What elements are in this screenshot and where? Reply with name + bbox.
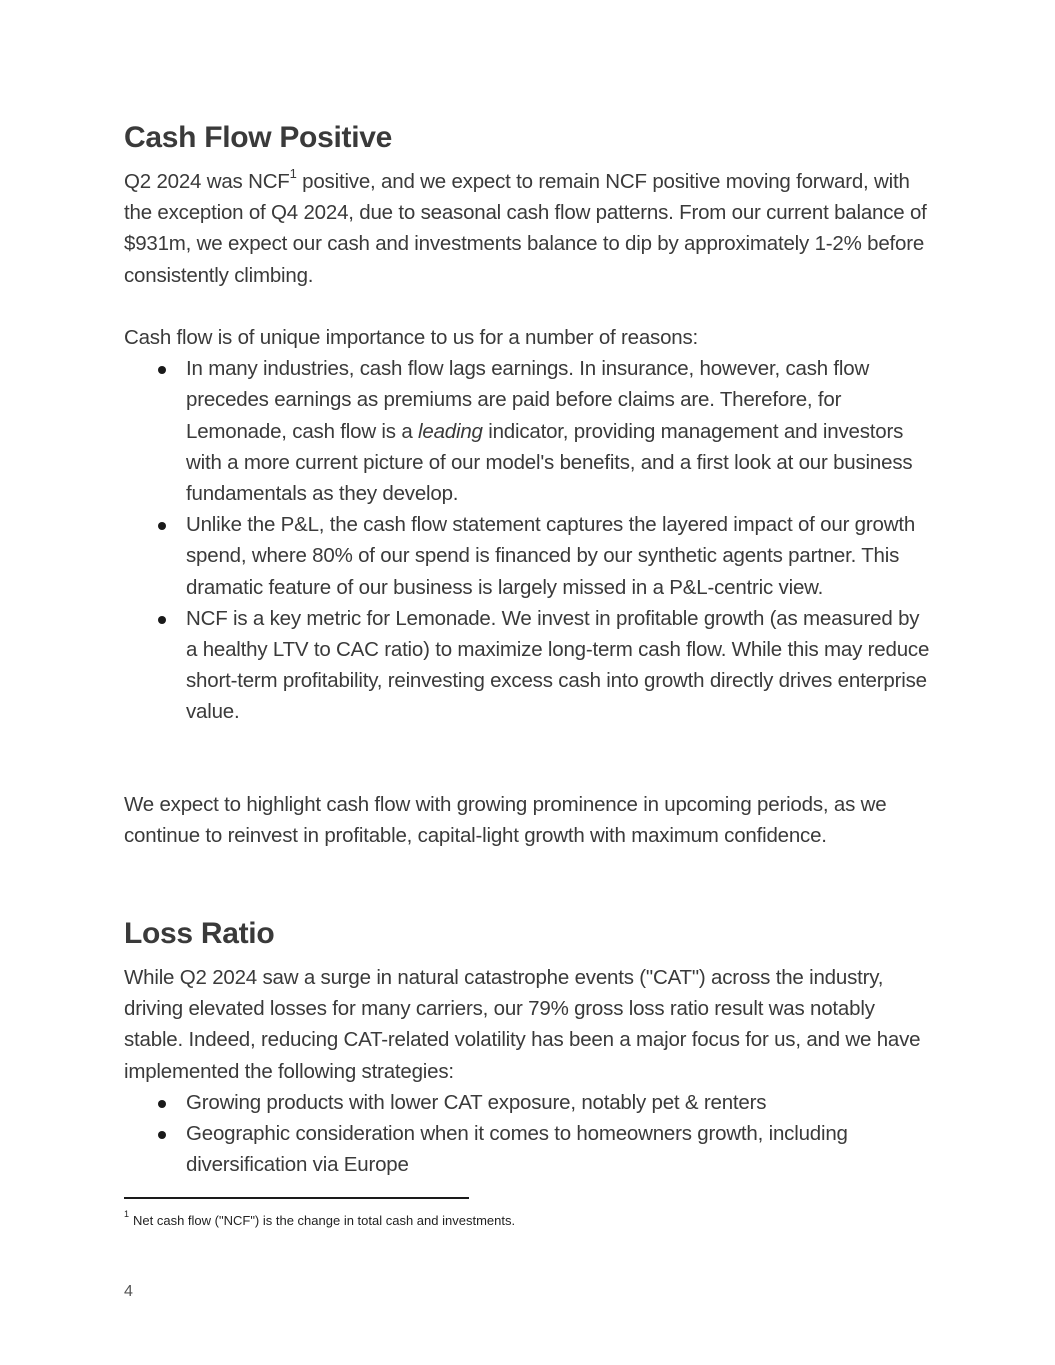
cash-flow-closing-text: We expect to highlight cash flow with growing prominence in upcoming periods, as we continue to reinvest in profitable, capital-light growth with maximum confidence.	[124, 793, 887, 848]
footnote-marker: 1	[124, 1208, 130, 1219]
bullet-icon	[158, 522, 166, 530]
cash-flow-intro-start: Q2 2024 was NCF	[124, 170, 290, 193]
reason-1-after: indicator, providing management and investors with a more current picture of our model's benefits, and a first look at our business fundamentals as they develop.	[186, 419, 913, 506]
loss-ratio-body	[124, 962, 934, 1180]
bullet-icon	[158, 366, 166, 374]
footnote-divider	[124, 1197, 469, 1199]
reason-1-emphasis: leading	[418, 419, 483, 443]
cash-flow-heading: Cash Flow Positive	[124, 121, 392, 154]
cash-flow-closing	[124, 789, 934, 851]
list-item	[124, 603, 934, 728]
list-item	[124, 353, 934, 509]
list-item	[124, 1118, 934, 1180]
bullet-icon	[158, 1131, 166, 1139]
reason-1-before: In many industries, cash flow lags earnings. In insurance, however, cash flow precedes earnings as premiums are paid before claims are. Therefore, for Lemonade, cash flow is a	[186, 357, 870, 443]
footnote-text: Net cash flow ("NCF") is the change in total cash and investments.	[133, 1213, 516, 1228]
cash-flow-reasons	[124, 322, 934, 728]
reason-2-text: Unlike the P&L, the cash flow statement captures the layered impact of our growth spend, where 80% of our spend is financed by our synthetic agents partner. This dramatic feature of our business is largely missed in a P&L-centric view.	[186, 513, 916, 599]
footnote-reference[interactable]: 1	[289, 166, 297, 182]
footnote	[124, 1208, 516, 1230]
strategy-2-text: Geographic consideration when it comes to homeowners growth, including diversification via Europe	[186, 1122, 848, 1177]
loss-ratio-heading: Loss Ratio	[124, 917, 275, 950]
cash-flow-lead: Cash flow is of unique importance to us for a number of reasons:	[124, 326, 699, 349]
list-item	[124, 1087, 934, 1118]
list-item	[124, 509, 934, 603]
cash-flow-intro	[124, 166, 934, 291]
loss-ratio-intro: While Q2 2024 saw a surge in natural catastrophe events ("CAT") across the industry, driving elevated losses for many carriers, our 79% gross loss ratio result was notably stable. Indeed, reducing CAT-related volatility has been a major focus for us, and we have implemented the following strategies:	[124, 966, 921, 1083]
bullet-icon	[158, 616, 166, 624]
strategy-1-text: Growing products with lower CAT exposure, notably pet & renters	[186, 1090, 767, 1114]
loss-ratio-strategies-list	[124, 1087, 934, 1181]
bullet-icon	[158, 1100, 166, 1108]
cash-flow-intro-rest: positive, and we expect to remain NCF positive moving forward, with the exception of Q4 2024, due to seasonal cash flow patterns. From our current balance of $931m, we expect our cash and investments balance to dip by approximately 1-2% before consistently climbing.	[124, 170, 927, 287]
reason-3-text: NCF is a key metric for Lemonade. We invest in profitable growth (as measured by a healthy LTV to CAC ratio) to maximize long-term cash flow. While this may reduce short-term profitability, reinvesting excess cash into growth directly drives enterprise value.	[186, 606, 930, 724]
page-number: 4	[124, 1283, 133, 1300]
cash-flow-reasons-list	[124, 353, 934, 727]
